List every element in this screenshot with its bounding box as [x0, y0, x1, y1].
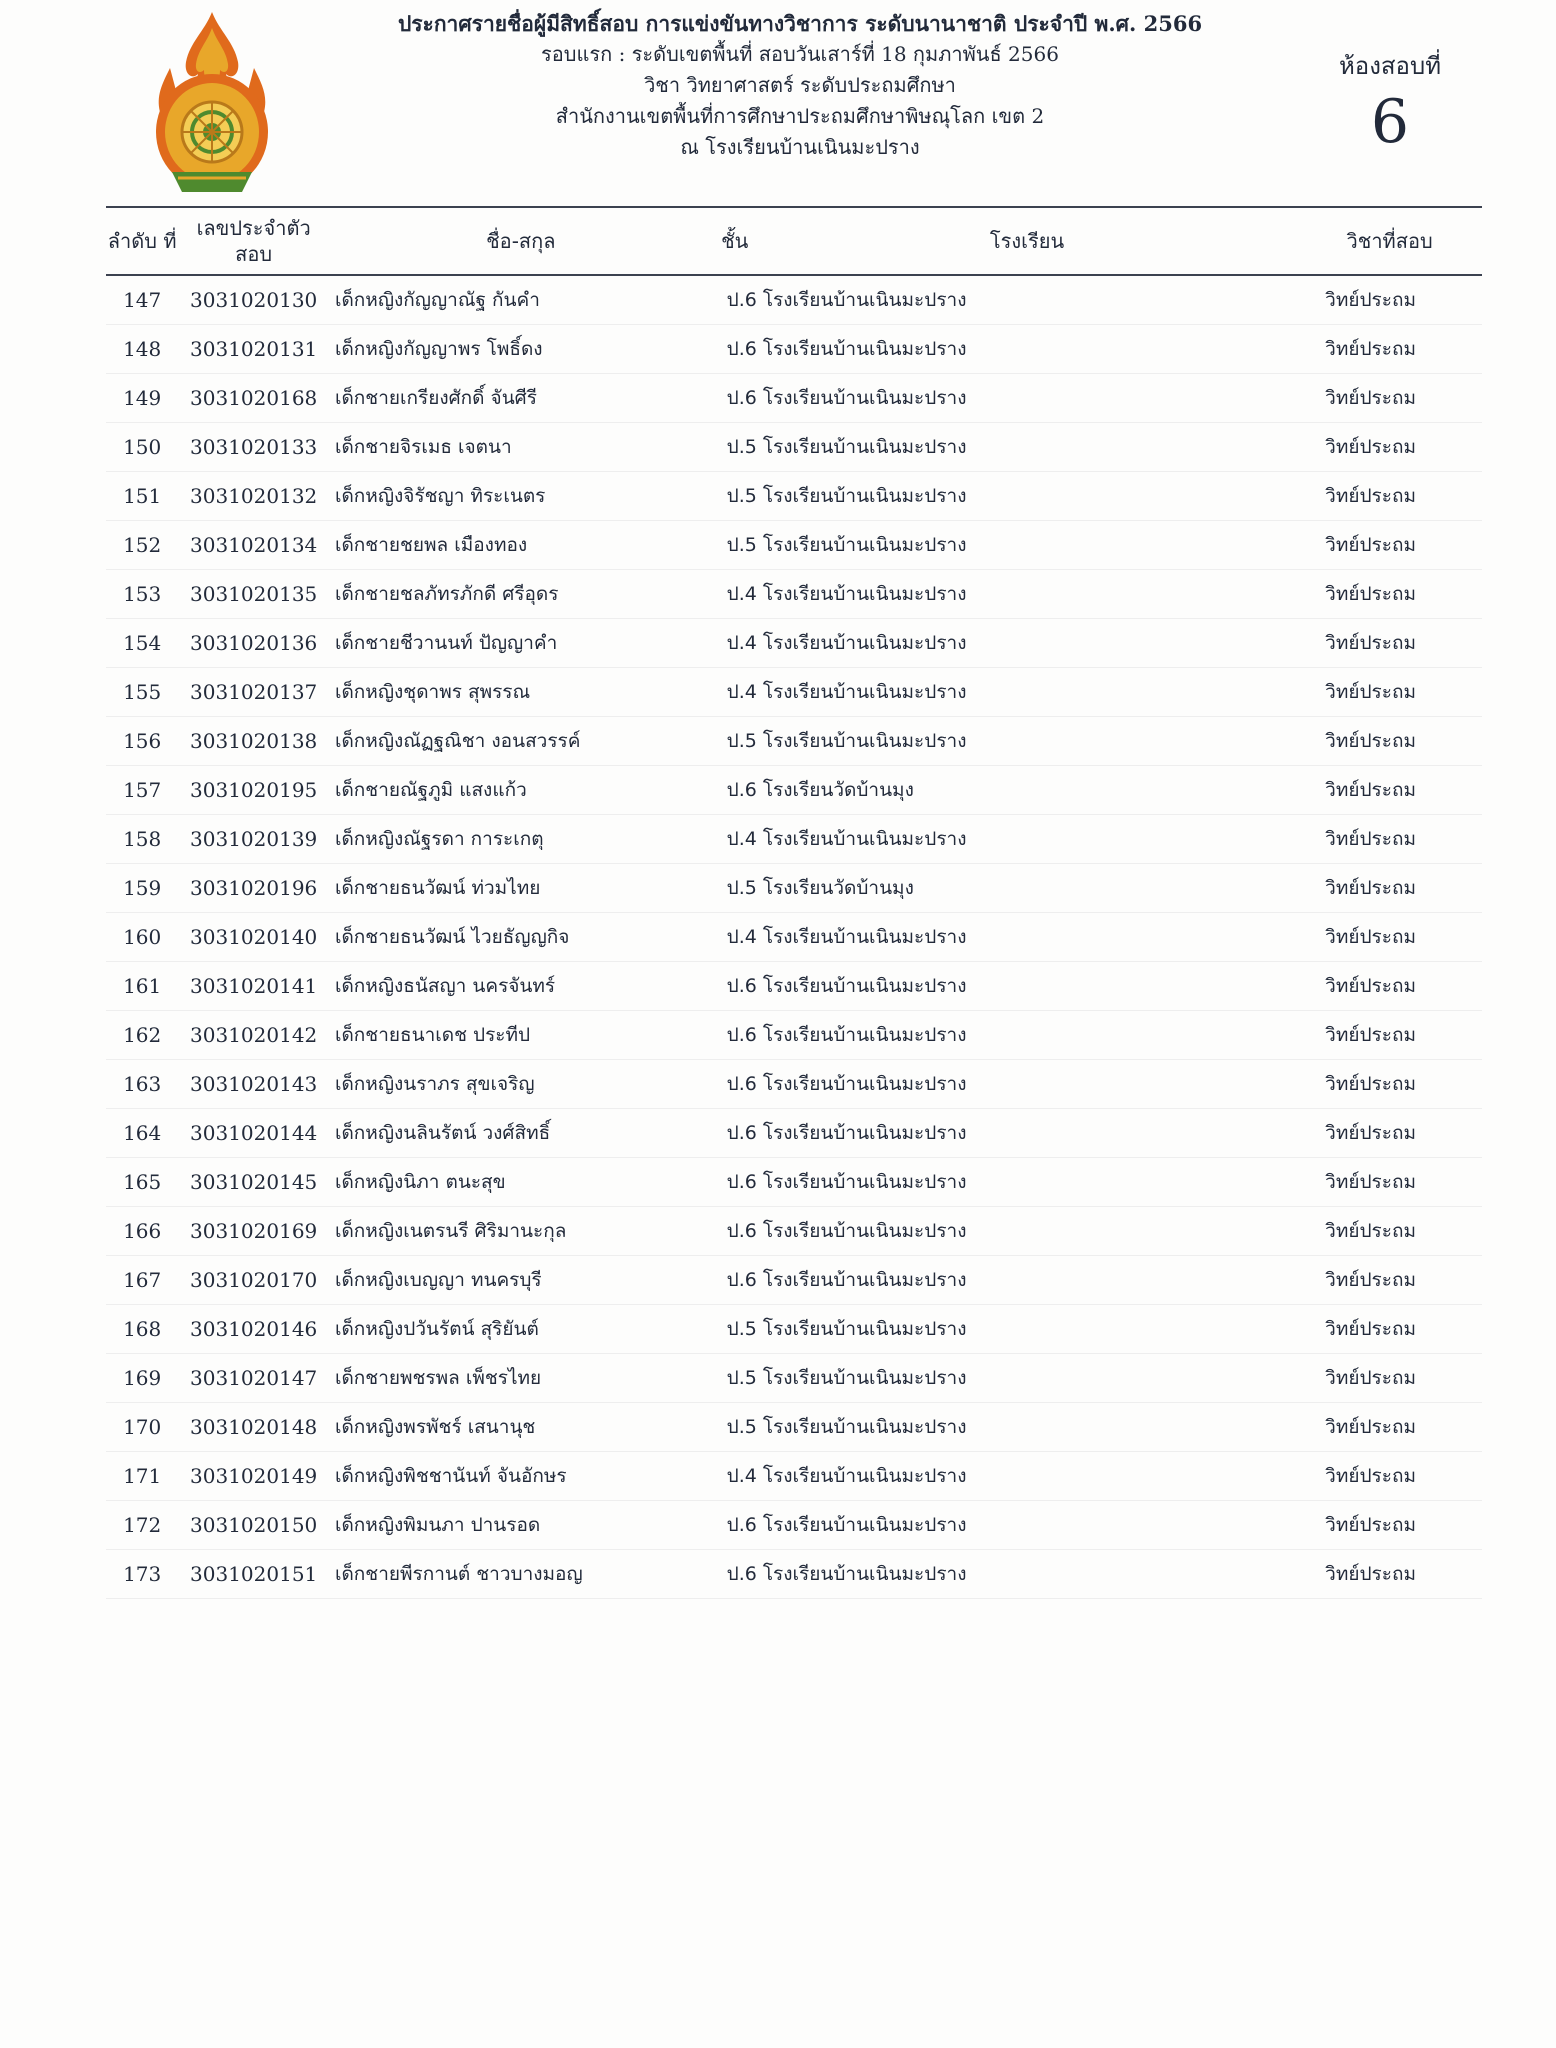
- education-office: สำนักงานเขตพื้นที่การศึกษาประถมศึกษาพิษณุโลก เขต 2: [555, 104, 1045, 128]
- table-row: [106, 1256, 1482, 1305]
- cell-exam-id: 3031020144: [178, 1109, 329, 1158]
- candidate-table: [106, 206, 1482, 1599]
- cell-grade: ป.4: [713, 913, 757, 962]
- cell-subject: วิทย์ประถม: [1297, 1256, 1482, 1305]
- cell-school: โรงเรียนบ้านเนินมะปราง: [757, 668, 1297, 717]
- cell-grade: ป.6: [713, 1550, 757, 1599]
- cell-subject: วิทย์ประถม: [1297, 619, 1482, 668]
- table-row: [106, 962, 1482, 1011]
- cell-exam-id: 3031020131: [178, 325, 329, 374]
- cell-grade: ป.5: [713, 521, 757, 570]
- table-row: [106, 1550, 1482, 1599]
- cell-grade: ป.6: [713, 1256, 757, 1305]
- obec-emblem-icon: [142, 8, 282, 204]
- cell-subject: วิทย์ประถม: [1297, 913, 1482, 962]
- table-row: [106, 325, 1482, 374]
- cell-school: โรงเรียนบ้านเนินมะปราง: [757, 913, 1297, 962]
- cell-no: 148: [106, 325, 178, 374]
- cell-exam-id: 3031020130: [178, 275, 329, 325]
- cell-grade: ป.4: [713, 1452, 757, 1501]
- column-header-name: ชื่อ-สกุล: [486, 229, 556, 253]
- cell-exam-id: 3031020142: [178, 1011, 329, 1060]
- cell-school: โรงเรียนบ้านเนินมะปราง: [757, 1501, 1297, 1550]
- cell-grade: ป.4: [713, 815, 757, 864]
- cell-grade: ป.4: [713, 668, 757, 717]
- cell-subject: วิทย์ประถม: [1297, 717, 1482, 766]
- cell-subject: วิทย์ประถม: [1297, 1501, 1482, 1550]
- cell-school: โรงเรียนบ้านเนินมะปราง: [757, 1011, 1297, 1060]
- cell-no: 164: [106, 1109, 178, 1158]
- cell-school: โรงเรียนบ้านเนินมะปราง: [757, 570, 1297, 619]
- cell-school: โรงเรียนบ้านเนินมะปราง: [757, 472, 1297, 521]
- cell-exam-id: 3031020143: [178, 1060, 329, 1109]
- cell-school: โรงเรียนบ้านเนินมะปราง: [757, 423, 1297, 472]
- table-row: [106, 1403, 1482, 1452]
- cell-exam-id: 3031020151: [178, 1550, 329, 1599]
- cell-exam-id: 3031020196: [178, 864, 329, 913]
- cell-school: โรงเรียนบ้านเนินมะปราง: [757, 1354, 1297, 1403]
- cell-student-name: เด็กหญิงจิรัชญา ทิระเนตร: [329, 472, 713, 521]
- cell-student-name: เด็กหญิงเนตรนรี ศิริมานะกุล: [329, 1207, 713, 1256]
- cell-no: 147: [106, 275, 178, 325]
- cell-school: โรงเรียนบ้านเนินมะปราง: [757, 1207, 1297, 1256]
- cell-no: 167: [106, 1256, 178, 1305]
- column-header-id: เลขประจำตัว สอบ: [196, 216, 311, 266]
- cell-grade: ป.6: [713, 1060, 757, 1109]
- cell-no: 151: [106, 472, 178, 521]
- cell-grade: ป.5: [713, 423, 757, 472]
- cell-exam-id: 3031020138: [178, 717, 329, 766]
- table-row: [106, 1011, 1482, 1060]
- cell-subject: วิทย์ประถม: [1297, 374, 1482, 423]
- cell-no: 166: [106, 1207, 178, 1256]
- cell-exam-id: 3031020147: [178, 1354, 329, 1403]
- table-row: [106, 717, 1482, 766]
- cell-grade: ป.4: [713, 619, 757, 668]
- cell-no: 160: [106, 913, 178, 962]
- cell-school: โรงเรียนบ้านเนินมะปราง: [757, 1256, 1297, 1305]
- cell-school: โรงเรียนบ้านเนินมะปราง: [757, 1060, 1297, 1109]
- cell-school: โรงเรียนบ้านเนินมะปราง: [757, 275, 1297, 325]
- cell-subject: วิทย์ประถม: [1297, 1403, 1482, 1452]
- column-header-no: ลำดับ ที่: [107, 229, 177, 253]
- cell-school: โรงเรียนบ้านเนินมะปราง: [757, 374, 1297, 423]
- cell-subject: วิทย์ประถม: [1297, 1305, 1482, 1354]
- table-row: [106, 275, 1482, 325]
- cell-no: 163: [106, 1060, 178, 1109]
- cell-subject: วิทย์ประถม: [1297, 570, 1482, 619]
- table-row: [106, 619, 1482, 668]
- cell-exam-id: 3031020140: [178, 913, 329, 962]
- cell-grade: ป.6: [713, 1158, 757, 1207]
- cell-grade: ป.5: [713, 1305, 757, 1354]
- cell-no: 172: [106, 1501, 178, 1550]
- cell-school: โรงเรียนบ้านเนินมะปราง: [757, 1452, 1297, 1501]
- cell-no: 155: [106, 668, 178, 717]
- cell-no: 150: [106, 423, 178, 472]
- cell-subject: วิทย์ประถม: [1297, 472, 1482, 521]
- cell-no: 171: [106, 1452, 178, 1501]
- cell-grade: ป.4: [713, 570, 757, 619]
- cell-no: 149: [106, 374, 178, 423]
- cell-school: โรงเรียนบ้านเนินมะปราง: [757, 815, 1297, 864]
- cell-grade: ป.6: [713, 374, 757, 423]
- cell-no: 170: [106, 1403, 178, 1452]
- cell-student-name: เด็กหญิงกัญญาพร โพธิ์ดง: [329, 325, 713, 374]
- cell-student-name: เด็กหญิงชุดาพร สุพรรณ: [329, 668, 713, 717]
- cell-no: 173: [106, 1550, 178, 1599]
- cell-no: 159: [106, 864, 178, 913]
- cell-grade: ป.5: [713, 864, 757, 913]
- cell-student-name: เด็กหญิงนราภร สุขเจริญ: [329, 1060, 713, 1109]
- exam-round-date: รอบแรก : ระดับเขตพื้นที่ สอบวันเสาร์ที่ 18 กุมภาพันธ์ 2566: [541, 42, 1059, 66]
- cell-student-name: เด็กชายธนาเดช ประทีป: [329, 1011, 713, 1060]
- cell-student-name: เด็กหญิงนลินรัตน์ วงศ์สิทธิ์: [329, 1109, 713, 1158]
- cell-exam-id: 3031020139: [178, 815, 329, 864]
- cell-exam-id: 3031020146: [178, 1305, 329, 1354]
- cell-subject: วิทย์ประถม: [1297, 423, 1482, 472]
- table-row: [106, 1354, 1482, 1403]
- cell-exam-id: 3031020169: [178, 1207, 329, 1256]
- cell-grade: ป.5: [713, 1403, 757, 1452]
- cell-exam-id: 3031020133: [178, 423, 329, 472]
- cell-school: โรงเรียนบ้านเนินมะปราง: [757, 325, 1297, 374]
- cell-student-name: เด็กชายพชรพล เพ็ชรไทย: [329, 1354, 713, 1403]
- cell-grade: ป.6: [713, 275, 757, 325]
- table-row: [106, 570, 1482, 619]
- table-row: [106, 472, 1482, 521]
- cell-school: โรงเรียนบ้านเนินมะปราง: [757, 1403, 1297, 1452]
- table-row: [106, 668, 1482, 717]
- cell-subject: วิทย์ประถม: [1297, 1550, 1482, 1599]
- table-row: [106, 1060, 1482, 1109]
- cell-subject: วิทย์ประถม: [1297, 1011, 1482, 1060]
- table-row: [106, 1305, 1482, 1354]
- exam-subject: วิชา วิทยาศาสตร์ ระดับประถมศึกษา: [644, 73, 956, 97]
- cell-school: โรงเรียนบ้านเนินมะปราง: [757, 1109, 1297, 1158]
- table-row: [106, 374, 1482, 423]
- cell-student-name: เด็กชายชีวานนท์ ปัญญาคำ: [329, 619, 713, 668]
- cell-no: 153: [106, 570, 178, 619]
- cell-student-name: เด็กชายชลภัทรภักดี ศรีอุดร: [329, 570, 713, 619]
- cell-student-name: เด็กหญิงณัฏฐณิชา งอนสวรรค์: [329, 717, 713, 766]
- cell-school: โรงเรียนวัดบ้านมุง: [757, 766, 1297, 815]
- cell-student-name: เด็กหญิงปวันรัตน์ สุริยันต์: [329, 1305, 713, 1354]
- exam-room-label: ห้องสอบที่: [1338, 52, 1442, 80]
- cell-subject: วิทย์ประถม: [1297, 275, 1482, 325]
- cell-subject: วิทย์ประถม: [1297, 766, 1482, 815]
- cell-grade: ป.6: [713, 1011, 757, 1060]
- table-row: [106, 815, 1482, 864]
- cell-student-name: เด็กชายชยพล เมืองทอง: [329, 521, 713, 570]
- cell-exam-id: 3031020141: [178, 962, 329, 1011]
- table-row: [106, 521, 1482, 570]
- exam-venue: ณ โรงเรียนบ้านเนินมะปราง: [680, 135, 920, 159]
- cell-no: 162: [106, 1011, 178, 1060]
- cell-exam-id: 3031020135: [178, 570, 329, 619]
- cell-grade: ป.5: [713, 717, 757, 766]
- cell-exam-id: 3031020145: [178, 1158, 329, 1207]
- cell-no: 168: [106, 1305, 178, 1354]
- table-row: [106, 913, 1482, 962]
- cell-exam-id: 3031020170: [178, 1256, 329, 1305]
- table-row: [106, 1158, 1482, 1207]
- cell-grade: ป.6: [713, 1207, 757, 1256]
- cell-grade: ป.6: [713, 962, 757, 1011]
- table-row: [106, 1452, 1482, 1501]
- cell-student-name: เด็กหญิงธนัสญา นครจันทร์: [329, 962, 713, 1011]
- cell-no: 157: [106, 766, 178, 815]
- cell-student-name: เด็กชายจิรเมธ เจตนา: [329, 423, 713, 472]
- cell-exam-id: 3031020148: [178, 1403, 329, 1452]
- cell-no: 158: [106, 815, 178, 864]
- cell-student-name: เด็กชายธนวัฒน์ ไวยธัญญกิจ: [329, 913, 713, 962]
- cell-exam-id: 3031020168: [178, 374, 329, 423]
- cell-school: โรงเรียนบ้านเนินมะปราง: [757, 1550, 1297, 1599]
- cell-grade: ป.6: [713, 1501, 757, 1550]
- cell-student-name: เด็กหญิงเบญญา ทนครบุรี: [329, 1256, 713, 1305]
- cell-student-name: เด็กชายเกรียงศักดิ์ จันศีรี: [329, 374, 713, 423]
- cell-exam-id: 3031020136: [178, 619, 329, 668]
- cell-student-name: เด็กชายพีรกานต์ ชาวบางมอญ: [329, 1550, 713, 1599]
- cell-subject: วิทย์ประถม: [1297, 962, 1482, 1011]
- cell-subject: วิทย์ประถม: [1297, 1158, 1482, 1207]
- cell-grade: ป.6: [713, 1109, 757, 1158]
- cell-subject: วิทย์ประถม: [1297, 1354, 1482, 1403]
- cell-school: โรงเรียนบ้านเนินมะปราง: [757, 619, 1297, 668]
- cell-school: โรงเรียนบ้านเนินมะปราง: [757, 521, 1297, 570]
- announcement-title: ประกาศรายชื่อผู้มีสิทธิ์สอบ การแข่งขันทางวิชาการ ระดับนานาชาติ ประจำปี พ.ศ. 2566: [397, 11, 1203, 36]
- cell-no: 152: [106, 521, 178, 570]
- table-row: [106, 1109, 1482, 1158]
- cell-student-name: เด็กหญิงพิมนภา ปานรอด: [329, 1501, 713, 1550]
- cell-subject: วิทย์ประถม: [1297, 1207, 1482, 1256]
- cell-exam-id: 3031020134: [178, 521, 329, 570]
- cell-no: 154: [106, 619, 178, 668]
- cell-school: โรงเรียนบ้านเนินมะปราง: [757, 717, 1297, 766]
- cell-school: โรงเรียนวัดบ้านมุง: [757, 864, 1297, 913]
- column-header-grade: ชั้น: [721, 229, 749, 253]
- cell-student-name: เด็กหญิงนิภา ตนะสุข: [329, 1158, 713, 1207]
- cell-school: โรงเรียนบ้านเนินมะปราง: [757, 1305, 1297, 1354]
- table-row: [106, 1207, 1482, 1256]
- cell-subject: วิทย์ประถม: [1297, 668, 1482, 717]
- cell-exam-id: 3031020149: [178, 1452, 329, 1501]
- cell-no: 165: [106, 1158, 178, 1207]
- cell-student-name: เด็กหญิงณัฐรดา การะเกตุ: [329, 815, 713, 864]
- table-row: [106, 1501, 1482, 1550]
- cell-school: โรงเรียนบ้านเนินมะปราง: [757, 1158, 1297, 1207]
- cell-subject: วิทย์ประถม: [1297, 325, 1482, 374]
- cell-no: 156: [106, 717, 178, 766]
- table-row: [106, 864, 1482, 913]
- column-header-subject: วิชาที่สอบ: [1346, 229, 1433, 253]
- cell-grade: ป.5: [713, 472, 757, 521]
- cell-grade: ป.5: [713, 1354, 757, 1403]
- cell-exam-id: 3031020132: [178, 472, 329, 521]
- cell-subject: วิทย์ประถม: [1297, 1109, 1482, 1158]
- cell-exam-id: 3031020195: [178, 766, 329, 815]
- cell-student-name: เด็กชายณัฐภูมิ แสงแก้ว: [329, 766, 713, 815]
- cell-exam-id: 3031020137: [178, 668, 329, 717]
- table-body: [106, 275, 1482, 1599]
- cell-no: 169: [106, 1354, 178, 1403]
- cell-subject: วิทย์ประถม: [1297, 864, 1482, 913]
- cell-grade: ป.6: [713, 325, 757, 374]
- cell-subject: วิทย์ประถม: [1297, 1452, 1482, 1501]
- cell-subject: วิทย์ประถม: [1297, 815, 1482, 864]
- cell-student-name: เด็กชายธนวัฒน์ ท่วมไทย: [329, 864, 713, 913]
- exam-room-number: 6: [1370, 87, 1410, 157]
- cell-no: 161: [106, 962, 178, 1011]
- column-header-school: โรงเรียน: [989, 229, 1065, 253]
- cell-subject: วิทย์ประถม: [1297, 1060, 1482, 1109]
- cell-student-name: เด็กหญิงกัญญาณัฐ กันคำ: [329, 275, 713, 325]
- cell-subject: วิทย์ประถม: [1297, 521, 1482, 570]
- cell-school: โรงเรียนบ้านเนินมะปราง: [757, 962, 1297, 1011]
- table-row: [106, 423, 1482, 472]
- cell-student-name: เด็กหญิงพิชชานันท์ จันอักษร: [329, 1452, 713, 1501]
- table-header-row: [106, 207, 1482, 275]
- table-row: [106, 766, 1482, 815]
- cell-grade: ป.6: [713, 766, 757, 815]
- announcement-header: [290, 8, 1310, 163]
- cell-exam-id: 3031020150: [178, 1501, 329, 1550]
- cell-student-name: เด็กหญิงพรพัชร์ เสนานุช: [329, 1403, 713, 1452]
